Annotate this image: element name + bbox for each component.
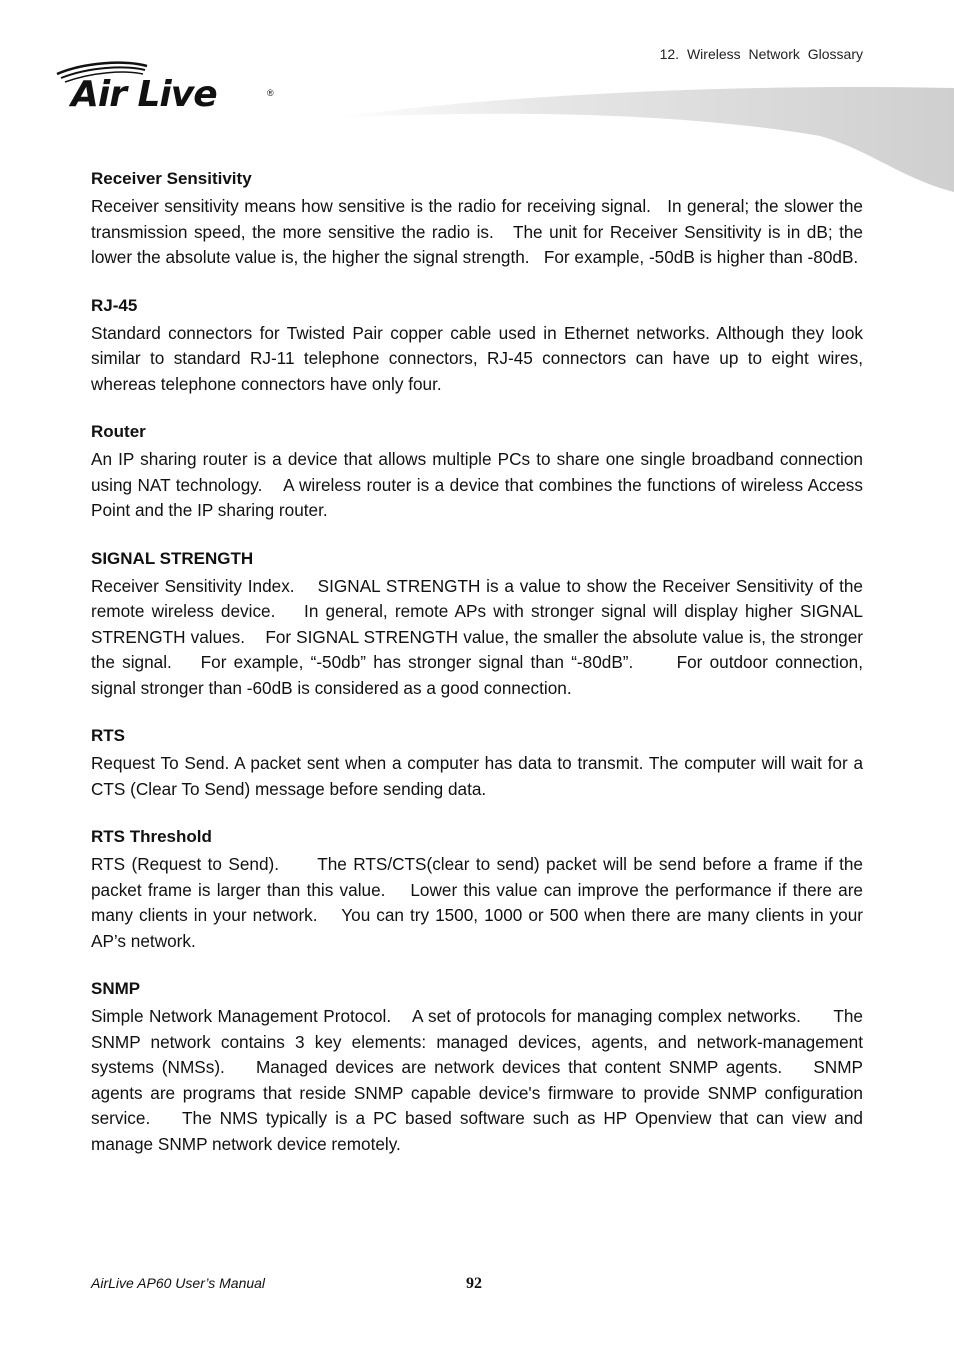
term-heading: Receiver Sensitivity — [91, 169, 252, 188]
term-heading: SIGNAL STRENGTH — [91, 548, 254, 568]
glossary-entry-signal-strength — [91, 548, 868, 702]
term-heading: RTS — [91, 726, 125, 745]
glossary-entry-rj45 — [91, 295, 868, 398]
glossary-entry-router — [91, 421, 868, 524]
section-title: 12. Wireless Network Glossary — [659, 46, 863, 62]
logo-wordmark: Air Live — [71, 74, 217, 115]
term-definition: Request To Send. A packet sent when a computer has data to transmit. The computer will wait for a CTS (Clear To Send) message before sending data. — [91, 753, 868, 799]
glossary-entry-rts — [91, 725, 868, 802]
term-definition: RTS (Request to Send). The RTS/CTS(clear to send) packet will be send before a frame if the packet frame is larger than this value. Lower this value can improve the performance if there are many clients in your network. You can try 1500, 1000 or 500 when there are many clients in your AP’s network. — [91, 854, 868, 951]
glossary-entry-receiver-sensitivity — [91, 168, 868, 271]
glossary-entry-snmp — [91, 978, 868, 1157]
manual-title: AirLive AP60 User’s Manual — [91, 1275, 266, 1291]
term-heading: RTS Threshold — [91, 827, 212, 846]
term-heading: RJ-45 — [91, 295, 138, 315]
term-definition: Receiver sensitivity means how sensitive is the radio for receiving signal. In general; the slower the transmission speed, the more sensitive the radio is. The unit for Receiver Sensitivity is in dB; the lower the absolute value is, the higher the signal strength. For example, -50dB is higher than -80dB. — [91, 196, 868, 267]
page-number: 92 — [466, 1275, 482, 1292]
term-definition: An IP sharing router is a device that allows multiple PCs to share one single broadband connection using NAT technology. A wireless router is a device that combines the functions of wireless Access Point and the IP sharing router. — [91, 449, 868, 520]
term-heading: Router — [91, 422, 146, 441]
term-definition: Receiver Sensitivity Index. SIGNAL STRENGTH is a value to show the Receiver Sensitivity of the remote wireless device. In general, remote APs with stronger signal will display higher SIGNAL STRENGTH values. For SIGNAL STRENGTH value, the smaller the absolute value is, the stronger the signal. For example, “-50db” has stronger signal than “-80dB”. For outdoor connection, signal stronger than -60dB is considered as a good connection. — [91, 575, 868, 698]
registered-mark: ® — [267, 88, 274, 98]
glossary-content — [91, 168, 868, 1181]
term-definition: Standard connectors for Twisted Pair copper cable used in Ethernet networks. Although they look similar to standard RJ-11 telephone connectors, RJ-45 connectors can have up to eight wires, whereas telephone connectors have only four. — [91, 322, 868, 394]
term-heading: SNMP — [91, 979, 141, 998]
airlive-logo — [55, 60, 285, 130]
term-definition: Simple Network Management Protocol. A set of protocols for managing complex networks. The SNMP network contains 3 key elements: managed devices, agents, and network-management systems (NMSs). Managed devices are network devices that content SNMP agents. SNMP agents are programs that reside SNMP capable device's firmware to provide SNMP configuration service. The NMS typically is a PC based software such as HP Openview that can view and manage SNMP network device remotely. — [91, 1006, 868, 1154]
glossary-entry-rts-threshold — [91, 826, 868, 954]
